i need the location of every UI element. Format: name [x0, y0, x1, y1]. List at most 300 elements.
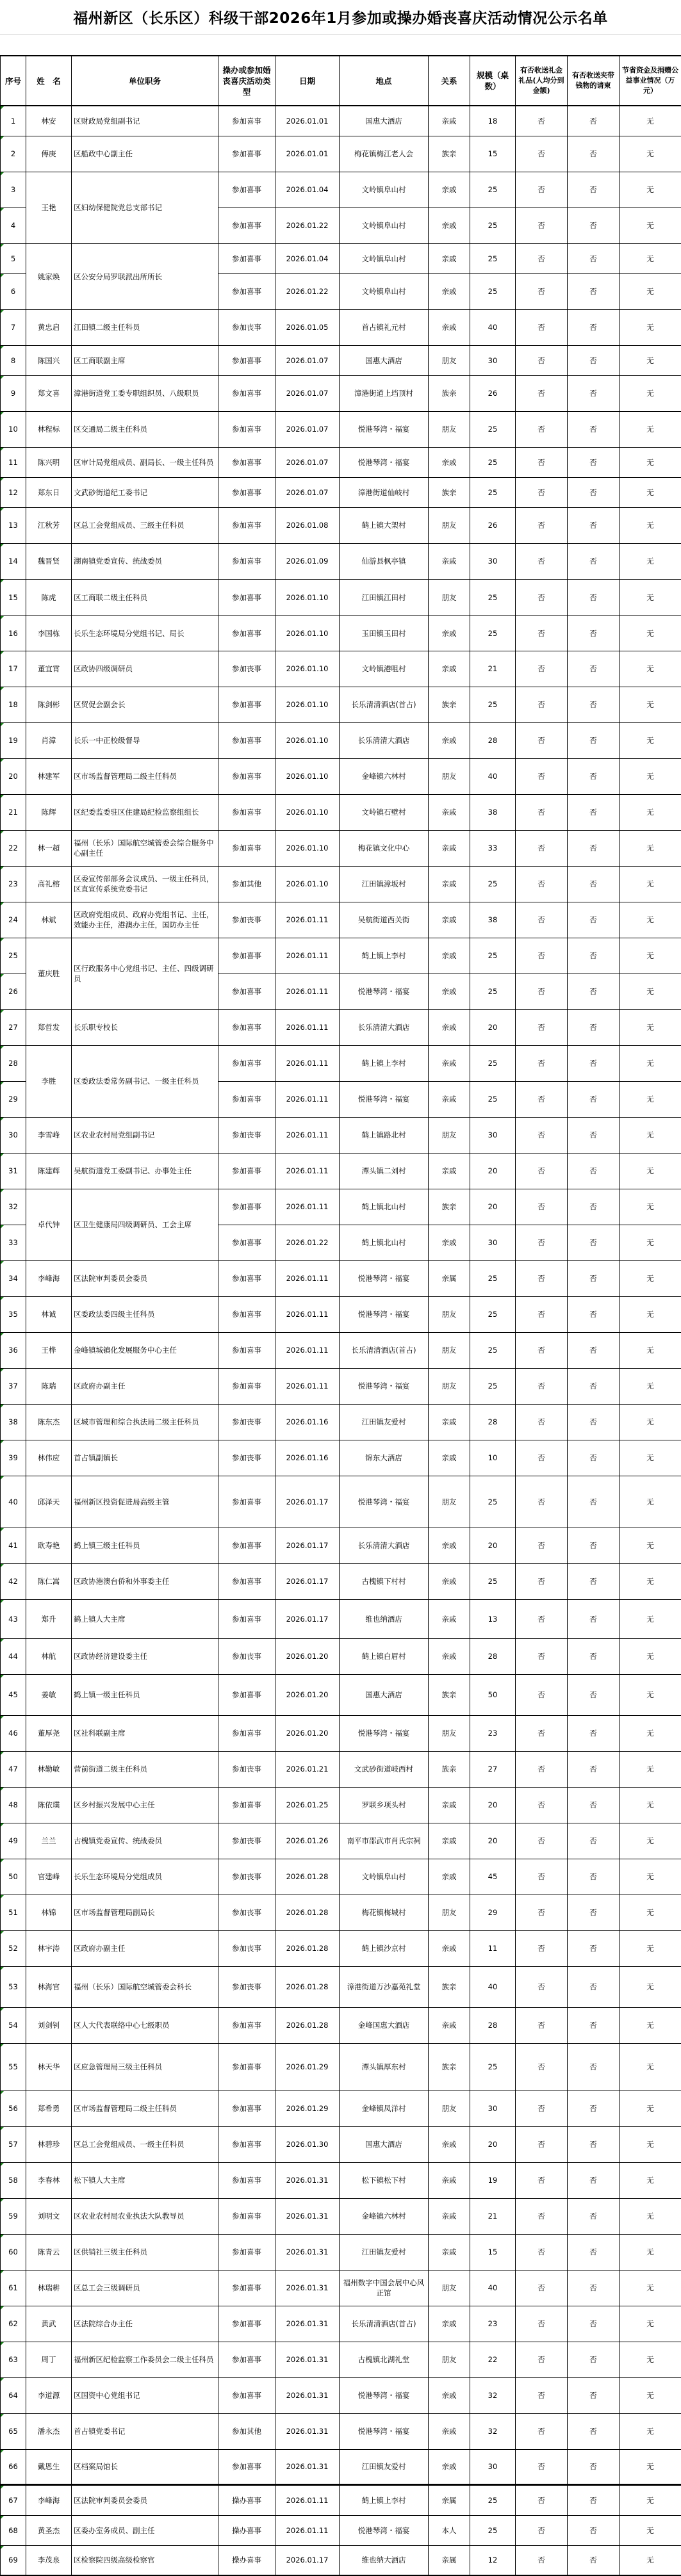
- name-cell: 姜敏: [26, 1674, 72, 1715]
- savings-donation-cell: 无: [619, 1368, 681, 1404]
- name-cell: 林勤敏: [26, 1751, 72, 1787]
- position-cell: 区财政局党组副书记: [72, 106, 218, 136]
- table-row: [1, 543, 681, 579]
- carried-items-cell: 否: [568, 1117, 619, 1153]
- seq-cell: 33: [1, 1225, 26, 1260]
- activity-type-cell: 参加喜事: [218, 1674, 275, 1715]
- name-cell: 邱泽天: [26, 1476, 72, 1528]
- location-cell: 长乐清清酒店(首占): [340, 2306, 429, 2342]
- location-cell: 长乐清清酒店(首占): [340, 1332, 429, 1368]
- date-cell: 2026.01.09: [275, 543, 340, 579]
- scale-cell: 30: [470, 543, 516, 579]
- relation-cell: 亲戚: [429, 1404, 470, 1440]
- gift-money-cell: 否: [516, 1674, 568, 1715]
- position-cell: 鹤上镇一级主任科员: [72, 1674, 218, 1715]
- location-cell: 悦港琴湾・福宴: [340, 2377, 429, 2413]
- name-cell: 林海官: [26, 1966, 72, 2007]
- savings-donation-cell: 无: [619, 1332, 681, 1368]
- gift-money-cell: 否: [516, 758, 568, 794]
- relation-cell: 亲戚: [429, 1859, 470, 1895]
- date-cell: 2026.01.22: [275, 1225, 340, 1260]
- scale-cell: 15: [470, 2234, 516, 2270]
- savings-donation-cell: 无: [619, 507, 681, 543]
- savings-donation-cell: 无: [619, 1440, 681, 1476]
- savings-donation-cell: 无: [619, 2162, 681, 2198]
- savings-donation-cell: 无: [619, 106, 681, 136]
- seq-cell: 47: [1, 1751, 26, 1787]
- gift-money-cell: 否: [516, 794, 568, 830]
- relation-cell: 亲戚: [429, 651, 470, 687]
- position-cell: 区总工会三级调研员: [72, 2270, 218, 2306]
- savings-donation-cell: 无: [619, 375, 681, 411]
- savings-donation-cell: 无: [619, 1715, 681, 1751]
- relation-cell: 朋友: [429, 411, 470, 447]
- position-cell: 营前街道二级主任科员: [72, 1751, 218, 1787]
- table-row: [1, 830, 681, 866]
- carried-items-cell: 否: [568, 447, 619, 477]
- carried-items-cell: 否: [568, 1009, 619, 1045]
- table-row: [1, 1966, 681, 2007]
- seq-cell: 44: [1, 1638, 26, 1674]
- carried-items-cell: 否: [568, 687, 619, 722]
- carried-items-cell: 否: [568, 2484, 619, 2515]
- seq-cell: 61: [1, 2270, 26, 2306]
- carried-items-cell: 否: [568, 1751, 619, 1787]
- carried-items-cell: 否: [568, 1332, 619, 1368]
- name-cell: 陈剑彬: [26, 687, 72, 722]
- seq-cell: 37: [1, 1368, 26, 1404]
- savings-donation-cell: 无: [619, 794, 681, 830]
- scale-cell: 29: [470, 1895, 516, 1930]
- name-cell: 高礼榕: [26, 866, 72, 902]
- name-cell: 李峰海: [26, 2484, 72, 2515]
- activity-type-cell: 参加丧事: [218, 902, 275, 938]
- name-cell: 林航: [26, 1638, 72, 1674]
- seq-cell: 49: [1, 1823, 26, 1859]
- activity-type-cell: 参加丧事: [218, 1638, 275, 1674]
- activity-type-cell: 参加喜事: [218, 615, 275, 651]
- location-cell: 悦港琴湾・福宴: [340, 1715, 429, 1751]
- relation-cell: 亲戚: [429, 2162, 470, 2198]
- position-cell: 区政协经济建设委主任: [72, 1638, 218, 1674]
- date-cell: 2026.01.10: [275, 794, 340, 830]
- position-cell: 湖南镇党委宣传、统战委员: [72, 543, 218, 579]
- carried-items-cell: 否: [568, 1715, 619, 1751]
- name-cell: 林伟应: [26, 1440, 72, 1476]
- name-cell: 周丁: [26, 2342, 72, 2377]
- activity-type-cell: 参加喜事: [218, 2007, 275, 2043]
- scale-cell: 27: [470, 1751, 516, 1787]
- table-row: [1, 447, 681, 477]
- location-cell: 维也纳酒店: [340, 1599, 429, 1638]
- relation-cell: 亲戚: [429, 243, 470, 273]
- savings-donation-cell: 无: [619, 208, 681, 243]
- scale-cell: 40: [470, 2270, 516, 2306]
- carried-items-cell: 否: [568, 615, 619, 651]
- table-row: [1, 411, 681, 447]
- date-cell: 2026.01.07: [275, 345, 340, 375]
- date-cell: 2026.01.17: [275, 1599, 340, 1638]
- location-cell: 文岭镇港咀村: [340, 651, 429, 687]
- relation-cell: 亲戚: [429, 2198, 470, 2234]
- location-cell: 首占镇礼元村: [340, 309, 429, 345]
- scale-cell: 25: [470, 1563, 516, 1599]
- savings-donation-cell: 无: [619, 1751, 681, 1787]
- savings-donation-cell: 无: [619, 2091, 681, 2126]
- activity-type-cell: 参加喜事: [218, 136, 275, 172]
- location-cell: 金峰镇六林村: [340, 2198, 429, 2234]
- date-cell: 2026.01.10: [275, 651, 340, 687]
- table-row: [1, 687, 681, 722]
- savings-donation-cell: 无: [619, 974, 681, 1009]
- carried-items-cell: 否: [568, 2413, 619, 2449]
- name-cell: 陈瑞: [26, 1368, 72, 1404]
- location-cell: 鹤上镇上李村: [340, 2484, 429, 2515]
- carried-items-cell: 否: [568, 345, 619, 375]
- seq-cell: 22: [1, 830, 26, 866]
- gift-money-cell: 否: [516, 1117, 568, 1153]
- activity-type-cell: 操办喜事: [218, 2515, 275, 2545]
- relation-cell: 朋友: [429, 2091, 470, 2126]
- carried-items-cell: 否: [568, 1260, 619, 1296]
- savings-donation-cell: 无: [619, 2007, 681, 2043]
- name-cell: 林天华: [26, 2043, 72, 2091]
- table-row: [1, 1859, 681, 1895]
- position-cell: 鹤上镇人大主席: [72, 1599, 218, 1638]
- position-cell: 区档案局馆长: [72, 2449, 218, 2484]
- seq-cell: 56: [1, 2091, 26, 2126]
- date-cell: 2026.01.01: [275, 136, 340, 172]
- location-cell: 潭头镇厚东村: [340, 2043, 429, 2091]
- gift-money-cell: 否: [516, 375, 568, 411]
- table-row: [1, 1440, 681, 1476]
- savings-donation-cell: 无: [619, 1599, 681, 1638]
- scale-cell: 18: [470, 106, 516, 136]
- carried-items-cell: 否: [568, 1674, 619, 1715]
- relation-cell: 亲戚: [429, 543, 470, 579]
- location-cell: 福州数字中国会展中心风正馆: [340, 2270, 429, 2306]
- savings-donation-cell: 无: [619, 902, 681, 938]
- gift-money-cell: 否: [516, 2126, 568, 2162]
- seq-cell: 14: [1, 543, 26, 579]
- table-row: [1, 579, 681, 615]
- activity-type-cell: 参加丧事: [218, 1930, 275, 1966]
- seq-cell: 21: [1, 794, 26, 830]
- savings-donation-cell: 无: [619, 2342, 681, 2377]
- relation-cell: 朋友: [429, 1715, 470, 1751]
- activity-type-cell: 参加喜事: [218, 2162, 275, 2198]
- name-cell: 刘明文: [26, 2198, 72, 2234]
- gift-money-cell: 否: [516, 2007, 568, 2043]
- table-row: [1, 1751, 681, 1787]
- activity-type-cell: 参加喜事: [218, 938, 275, 974]
- carried-items-cell: 否: [568, 1081, 619, 1117]
- position-cell: 区审计局党组成员、副局长、一级主任科员: [72, 447, 218, 477]
- table-row: [1, 1296, 681, 1332]
- scale-cell: 30: [470, 345, 516, 375]
- location-cell: 南平市邵武市肖氏宗祠: [340, 1823, 429, 1859]
- location-cell: 梅花镇文化中心: [340, 830, 429, 866]
- seq-cell: 17: [1, 651, 26, 687]
- savings-donation-cell: 无: [619, 1045, 681, 1081]
- name-cell: 王桦: [26, 1332, 72, 1368]
- savings-donation-cell: 无: [619, 687, 681, 722]
- gift-money-cell: 否: [516, 2091, 568, 2126]
- disclosure-table: [0, 55, 681, 2576]
- seq-cell: 35: [1, 1296, 26, 1332]
- location-cell: 漳港街道仙岐村: [340, 477, 429, 507]
- location-cell: 悦港琴湾・福宴: [340, 2413, 429, 2449]
- date-cell: 2026.01.31: [275, 2234, 340, 2270]
- carried-items-cell: 否: [568, 273, 619, 309]
- location-cell: 漳港街道上垱顶村: [340, 375, 429, 411]
- table-row: [1, 2545, 681, 2575]
- savings-donation-cell: 无: [619, 830, 681, 866]
- seq-cell: 24: [1, 902, 26, 938]
- location-cell: 锦东大酒店: [340, 1440, 429, 1476]
- header-row: [1, 56, 681, 106]
- relation-cell: 亲戚: [429, 1787, 470, 1823]
- savings-donation-cell: 无: [619, 543, 681, 579]
- gift-money-cell: 否: [516, 1638, 568, 1674]
- position-cell: 福州新区纪检监察工作委员会二级主任科员: [72, 2342, 218, 2377]
- name-cell: 傅庚: [26, 136, 72, 172]
- location-cell: 漳港街道万沙嘉苑礼堂: [340, 1966, 429, 2007]
- activity-type-cell: 参加喜事: [218, 106, 275, 136]
- scale-cell: 25: [470, 1368, 516, 1404]
- date-cell: 2026.01.11: [275, 1009, 340, 1045]
- activity-type-cell: 参加喜事: [218, 411, 275, 447]
- date-cell: 2026.01.10: [275, 830, 340, 866]
- activity-type-cell: 参加喜事: [218, 477, 275, 507]
- position-cell: 福州新区投资促进局高级主管: [72, 1476, 218, 1528]
- name-cell: 李道源: [26, 2377, 72, 2413]
- savings-donation-cell: 无: [619, 1528, 681, 1563]
- table-row: [1, 309, 681, 345]
- scale-cell: 25: [470, 208, 516, 243]
- location-cell: 古槐镇北湖礼堂: [340, 2342, 429, 2377]
- gift-money-cell: 否: [516, 651, 568, 687]
- relation-cell: 朋友: [429, 507, 470, 543]
- relation-cell: 朋友: [429, 2342, 470, 2377]
- seq-cell: 43: [1, 1599, 26, 1638]
- savings-donation-cell: 无: [619, 1476, 681, 1528]
- carried-items-cell: 否: [568, 1153, 619, 1189]
- position-cell: 区人大代表联络中心七级职员: [72, 2007, 218, 2043]
- location-cell: 江田镇友爱村: [340, 2449, 429, 2484]
- gift-money-cell: 否: [516, 447, 568, 477]
- location-cell: 江田镇漳坂村: [340, 866, 429, 902]
- table-row: [1, 1009, 681, 1045]
- position-cell: 区市场监督管理局二级主任科员: [72, 758, 218, 794]
- carried-items-cell: 否: [568, 172, 619, 208]
- table-row: [1, 1368, 681, 1404]
- name-cell: 官建峰: [26, 1859, 72, 1895]
- name-cell: 李胜: [26, 1045, 72, 1117]
- gift-money-cell: 否: [516, 543, 568, 579]
- scale-cell: 25: [470, 1045, 516, 1081]
- carried-items-cell: 否: [568, 1440, 619, 1476]
- activity-type-cell: 参加喜事: [218, 243, 275, 273]
- position-cell: 区总工会党组成员、一级主任科员: [72, 2126, 218, 2162]
- scale-cell: 20: [470, 1189, 516, 1225]
- activity-type-cell: 参加喜事: [218, 722, 275, 758]
- seq-cell: 64: [1, 2377, 26, 2413]
- position-cell: 区农业农村局农业执法大队教导员: [72, 2198, 218, 2234]
- table-row: [1, 106, 681, 136]
- location-cell: 悦港琴湾・福宴: [340, 411, 429, 447]
- relation-cell: 亲戚: [429, 1930, 470, 1966]
- activity-type-cell: 参加喜事: [218, 2270, 275, 2306]
- date-cell: 2026.01.16: [275, 1440, 340, 1476]
- date-cell: 2026.01.10: [275, 758, 340, 794]
- gift-money-cell: 否: [516, 2270, 568, 2306]
- relation-cell: 族亲: [429, 1751, 470, 1787]
- relation-cell: 朋友: [429, 758, 470, 794]
- date-cell: 2026.01.20: [275, 1638, 340, 1674]
- seq-cell: 51: [1, 1895, 26, 1930]
- location-cell: 鹤上镇上李村: [340, 938, 429, 974]
- seq-cell: 36: [1, 1332, 26, 1368]
- relation-cell: 族亲: [429, 1189, 470, 1225]
- name-cell: 林锦: [26, 1895, 72, 1930]
- savings-donation-cell: 无: [619, 2413, 681, 2449]
- blank-row: [0, 34, 681, 55]
- seq-cell: 30: [1, 1117, 26, 1153]
- gift-money-cell: 否: [516, 938, 568, 974]
- scale-cell: 30: [470, 2091, 516, 2126]
- carried-items-cell: 否: [568, 2449, 619, 2484]
- table-row: [1, 2484, 681, 2515]
- location-cell: 长乐清清大酒店: [340, 722, 429, 758]
- header-activity-type: 操办或参加婚丧喜庆活动类型: [218, 56, 275, 106]
- relation-cell: 朋友: [429, 1332, 470, 1368]
- location-cell: 国惠大酒店: [340, 1674, 429, 1715]
- header-location: 地点: [340, 56, 429, 106]
- name-cell: 陈虎: [26, 579, 72, 615]
- gift-money-cell: 否: [516, 273, 568, 309]
- seq-cell: 34: [1, 1260, 26, 1296]
- carried-items-cell: 否: [568, 106, 619, 136]
- name-cell: 董宜霄: [26, 651, 72, 687]
- location-cell: 潭头镇二刘村: [340, 1153, 429, 1189]
- location-cell: 文岭镇阜山村: [340, 208, 429, 243]
- savings-donation-cell: 无: [619, 1787, 681, 1823]
- carried-items-cell: 否: [568, 1638, 619, 1674]
- date-cell: 2026.01.08: [275, 507, 340, 543]
- scale-cell: 19: [470, 2162, 516, 2198]
- seq-cell: 67: [1, 2484, 26, 2515]
- savings-donation-cell: 无: [619, 2198, 681, 2234]
- seq-cell: 60: [1, 2234, 26, 2270]
- gift-money-cell: 否: [516, 1368, 568, 1404]
- location-cell: 悦港琴湾・福宴: [340, 447, 429, 477]
- table-row: [1, 1599, 681, 1638]
- scale-cell: 45: [470, 1859, 516, 1895]
- savings-donation-cell: 无: [619, 2545, 681, 2575]
- seq-cell: 11: [1, 447, 26, 477]
- gift-money-cell: 否: [516, 477, 568, 507]
- carried-items-cell: 否: [568, 507, 619, 543]
- date-cell: 2026.01.11: [275, 1153, 340, 1189]
- scale-cell: 38: [470, 902, 516, 938]
- date-cell: 2026.01.20: [275, 1715, 340, 1751]
- carried-items-cell: 否: [568, 2545, 619, 2575]
- activity-type-cell: 参加喜事: [218, 1081, 275, 1117]
- relation-cell: 亲戚: [429, 1563, 470, 1599]
- name-cell: 董庆胜: [26, 938, 72, 1009]
- name-cell: 李茂泉: [26, 2545, 72, 2575]
- table-row: [1, 1787, 681, 1823]
- header-savings-donation: 节省资金及捐赠公益事业情况（万元）: [619, 56, 681, 106]
- scale-cell: 28: [470, 2007, 516, 2043]
- name-cell: 刘剑钊: [26, 2007, 72, 2043]
- location-cell: 文岭镇阜山村: [340, 172, 429, 208]
- location-cell: 长乐清清大酒店: [340, 1528, 429, 1563]
- gift-money-cell: 否: [516, 615, 568, 651]
- relation-cell: 族亲: [429, 2043, 470, 2091]
- savings-donation-cell: 无: [619, 136, 681, 172]
- position-cell: 区政府办副主任: [72, 1930, 218, 1966]
- location-cell: 文岭镇阜山村: [340, 1859, 429, 1895]
- name-cell: 陈仁嵩: [26, 1563, 72, 1599]
- table-row: [1, 2126, 681, 2162]
- seq-cell: 20: [1, 758, 26, 794]
- savings-donation-cell: 无: [619, 1225, 681, 1260]
- position-cell: 福州（长乐）国际航空城管委会综合服务中心副主任: [72, 830, 218, 866]
- seq-cell: 48: [1, 1787, 26, 1823]
- activity-type-cell: 参加喜事: [218, 758, 275, 794]
- date-cell: 2026.01.04: [275, 243, 340, 273]
- name-cell: 兰兰: [26, 1823, 72, 1859]
- header-date: 日期: [275, 56, 340, 106]
- location-cell: 国惠大酒店: [340, 106, 429, 136]
- savings-donation-cell: 无: [619, 1260, 681, 1296]
- activity-type-cell: 参加喜事: [218, 1563, 275, 1599]
- location-cell: 鹤上镇大架村: [340, 507, 429, 543]
- table-row: [1, 2449, 681, 2484]
- seq-cell: 38: [1, 1404, 26, 1440]
- scale-cell: 25: [470, 1260, 516, 1296]
- gift-money-cell: 否: [516, 172, 568, 208]
- relation-cell: 亲戚: [429, 830, 470, 866]
- carried-items-cell: 否: [568, 651, 619, 687]
- location-cell: 悦港琴湾・福宴: [340, 2515, 429, 2545]
- date-cell: 2026.01.01: [275, 106, 340, 136]
- activity-type-cell: 参加其他: [218, 2413, 275, 2449]
- table-row: [1, 2377, 681, 2413]
- relation-cell: 朋友: [429, 2270, 470, 2306]
- date-cell: 2026.01.25: [275, 1787, 340, 1823]
- location-cell: 玉田镇玉田村: [340, 615, 429, 651]
- date-cell: 2026.01.28: [275, 1930, 340, 1966]
- gift-money-cell: 否: [516, 1332, 568, 1368]
- position-cell: 区卫生健康局四级调研员、工会主席: [72, 1189, 218, 1260]
- table-row: [1, 1715, 681, 1751]
- relation-cell: 亲戚: [429, 2234, 470, 2270]
- carried-items-cell: 否: [568, 309, 619, 345]
- seq-cell: 69: [1, 2545, 26, 2575]
- activity-type-cell: 参加喜事: [218, 273, 275, 309]
- table-row: [1, 345, 681, 375]
- position-cell: 松下镇人大主席: [72, 2162, 218, 2198]
- position-cell: 鹤上镇三级主任科员: [72, 1528, 218, 1563]
- location-cell: 仙游县枫亭镇: [340, 543, 429, 579]
- name-cell: 陈国兴: [26, 345, 72, 375]
- carried-items-cell: 否: [568, 1563, 619, 1599]
- name-cell: 董厚尧: [26, 1715, 72, 1751]
- position-cell: 区社科联副主席: [72, 1715, 218, 1751]
